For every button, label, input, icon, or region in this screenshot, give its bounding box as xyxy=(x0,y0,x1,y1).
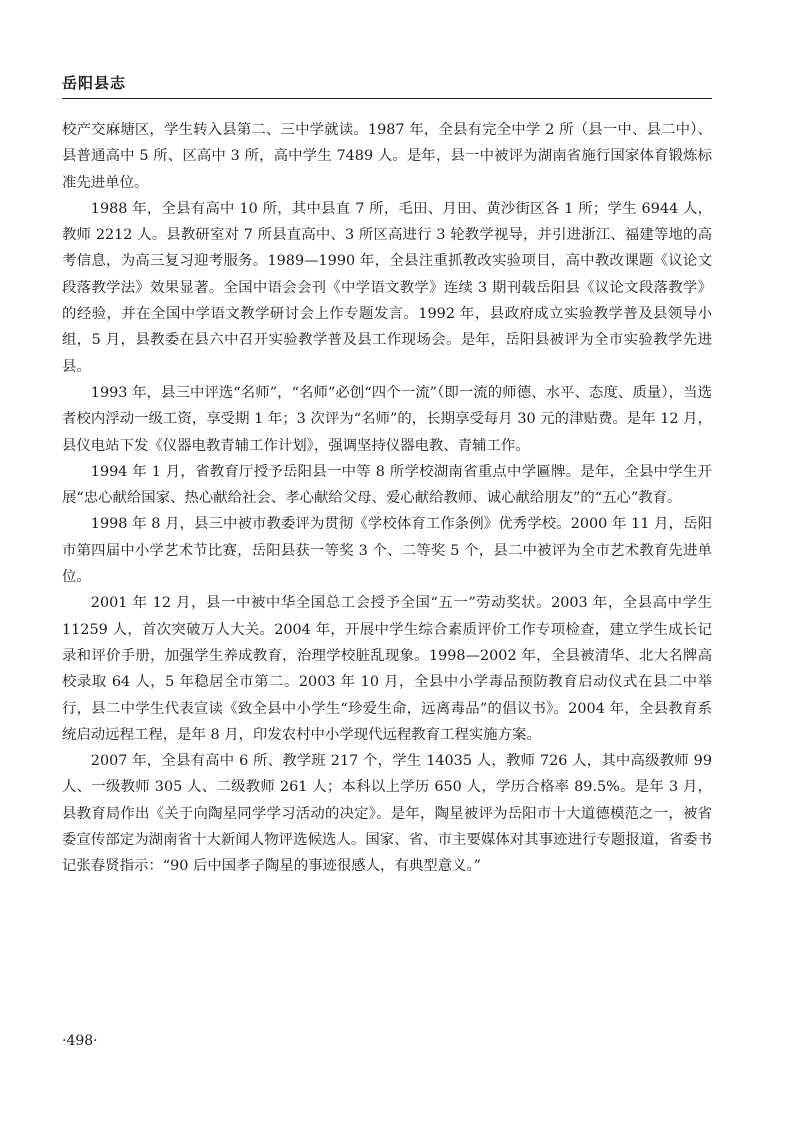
paragraph-2007: 2007 年，全县有高中 6 所、教学班 217 个，学生 14035 人，教师 726 人，其中高级教师 99 人、一级教师 305 人、二级教师 261 人；本科以上学历 650 人，学历合格率 89.5%。是年 3 月，县教育局作出《关于向陶星同学学习活动的决定》。是年，陶星被评为岳阳市十大道德模范之一，被省委宣传部定为湖南省十大新闻人物评选候选人。国家、省、市主要媒体对其事迹进行专题报道，省委书记张春贤指示：“90 后中国孝子陶星的事迹很感人，有典型意义。” xyxy=(62,753,712,875)
page-number: ·498· xyxy=(62,1033,98,1049)
paragraph-continued: 校产交麻塘区，学生转入县第二、三中学就读。1987 年，全县有完全中学 2 所（县一中、县二中）、县普通高中 5 所、区高中 3 所，高中学生 7489 人。是年，县一中被评为湖南省施行国家体育锻炼标准先进单位。 xyxy=(62,122,712,191)
running-head-title: 岳阳县志 xyxy=(62,74,127,92)
paragraph-2001: 2001 年 12 月，县一中被中华全国总工会授予全国“五一”劳动奖状。2003 年，全县高中学生 11259 人，首次突破万人大关。2004 年，开展中学生综合素质评价工作专项检查，建立学生成长记录和评价手册，加强学生养成教育，治理学校脏乱现象。1998—2002 年，全县被清华、北大名牌高校录取 64 人，5 年稳居全市第二。2003 年 10 月，全县中小学毒品预防教育启动仪式在县二中举行，县二中学生代表宣读《致全县中小学生“珍爱生命，远离毒品”的倡议书》。2004 年，全县教育系统启动远程工程，是年 8 月，印发农村中小学现代远程教育工程实施方案。 xyxy=(62,595,712,743)
paragraph-1993: 1993 年，县三中评选“名师”，“名师”必创“四个一流”（即一流的师德、水平、态度、质量），当选者校内浮动一级工资，享受期 1 年；3 次评为“名师”的，长期享受每月 30 元的津贴费。是年 12 月，县仪电站下发《仪器电教青辅工作计划》，强调坚持仪器电教、青辅工作。 xyxy=(62,384,712,454)
body-text xyxy=(62,117,712,880)
header-divider xyxy=(62,98,712,99)
paragraph-1994: 1994 年 1 月，省教育厅授予岳阳县一中等 8 所学校湖南省重点中学匾牌。是年，全县中学生开展“忠心献给国家、热心献给社会、孝心献给父母、爱心献给教师、诚心献给朋友”的“五心”教育。 xyxy=(62,463,712,507)
paragraph-1998: 1998 年 8 月，县三中被市教委评为贯彻《学校体育工作条例》优秀学校。2000 年 11 月，岳阳市第四届中小学艺术节比赛，岳阳县获一等奖 3 个、二等奖 5 个，县二中被评为全市艺术教育先进单位。 xyxy=(62,516,712,586)
paragraph-1988: 1988 年，全县有高中 10 所，其中县直 7 所，毛田、月田、黄沙街区各 1 所；学生 6944 人，教师 2212 人。县教研室对 7 所县直高中、3 所区高进行 3 轮教学视导，并引进浙江、福建等地的高考信息，为高三复习迎考服务。1989—1990 年，全县注重抓教改实验项目，高中教改课题《议论文段落教学法》效果显著。全国中语会会刊《中学语文教学》连续 3 期刊载岳阳县《议论文段落教学》的经验，并在全国中学语文教学研讨会上作专题发言。1992 年，县政府成立实验教学普及县领导小组，5 月，县教委在县六中召开实验教学普及县工作现场会。是年，岳阳县被评为全市实验教学先进县。 xyxy=(62,200,712,375)
